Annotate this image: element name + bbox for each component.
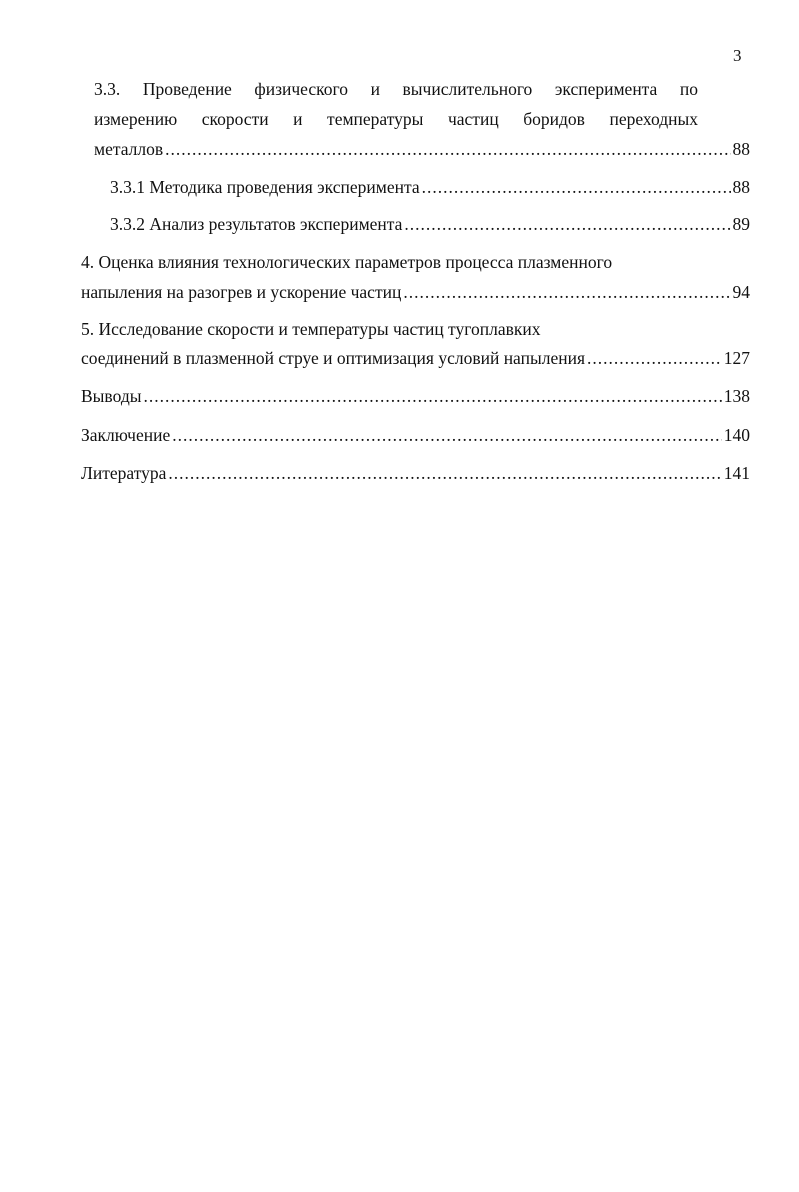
toc-entry-3-3-2[interactable] <box>110 213 750 235</box>
toc-page-number: 141 <box>723 463 750 483</box>
toc-entry-summary[interactable] <box>81 424 750 446</box>
toc-entry-conclusions[interactable] <box>81 385 750 407</box>
toc-entry-3-3[interactable] <box>94 138 750 160</box>
toc-entry-4-line-2: напыления на разогрев и ускорение частиц <box>81 282 402 302</box>
toc-entry-5[interactable] <box>81 347 750 369</box>
toc-page-number: 127 <box>723 348 750 368</box>
toc-entry-title: Литература <box>81 463 167 483</box>
dot-leader <box>404 213 730 235</box>
toc-page-number: 88 <box>732 139 750 159</box>
toc-entry-title: Заключение <box>81 425 171 445</box>
dot-leader <box>168 462 721 484</box>
toc-page-number: 88 <box>732 177 750 197</box>
toc-entry-literature[interactable] <box>81 462 750 484</box>
toc-entry-3-3-line-1: 3.3. Проведение физического и вычислительного эксперимента по <box>94 79 698 99</box>
dot-leader <box>587 347 722 369</box>
toc-entry-4[interactable] <box>81 281 750 303</box>
dot-leader <box>165 138 730 160</box>
dot-leader <box>172 424 722 446</box>
dot-leader <box>403 281 730 303</box>
toc-entry-title: 3.3.2 Анализ результатов эксперимента <box>110 214 403 234</box>
toc-entry-3-3-line-3: металлов <box>94 139 164 159</box>
toc-page-number: 89 <box>732 214 750 234</box>
toc-page-number: 138 <box>723 386 750 406</box>
page-number: 3 <box>733 46 742 65</box>
toc-entry-4-line-1: 4. Оценка влияния технологических параметров процесса плазменного <box>81 252 613 272</box>
toc-entry-title: 3.3.1 Методика проведения эксперимента <box>110 177 420 197</box>
toc-entry-title: Выводы <box>81 386 142 406</box>
dot-leader <box>422 176 731 198</box>
toc-entry-5-line-1: 5. Исследование скорости и температуры частиц тугоплавких <box>81 319 541 339</box>
toc-page-number: 94 <box>732 282 750 302</box>
dot-leader <box>143 385 721 407</box>
toc-entry-3-3-1[interactable] <box>110 176 750 198</box>
toc-entry-5-line-2: соединений в плазменной струе и оптимизация условий напыления <box>81 348 585 368</box>
toc-page-number: 140 <box>723 425 750 445</box>
toc-entry-3-3-line-2: измерению скорости и температуры частиц боридов переходных <box>94 109 698 129</box>
